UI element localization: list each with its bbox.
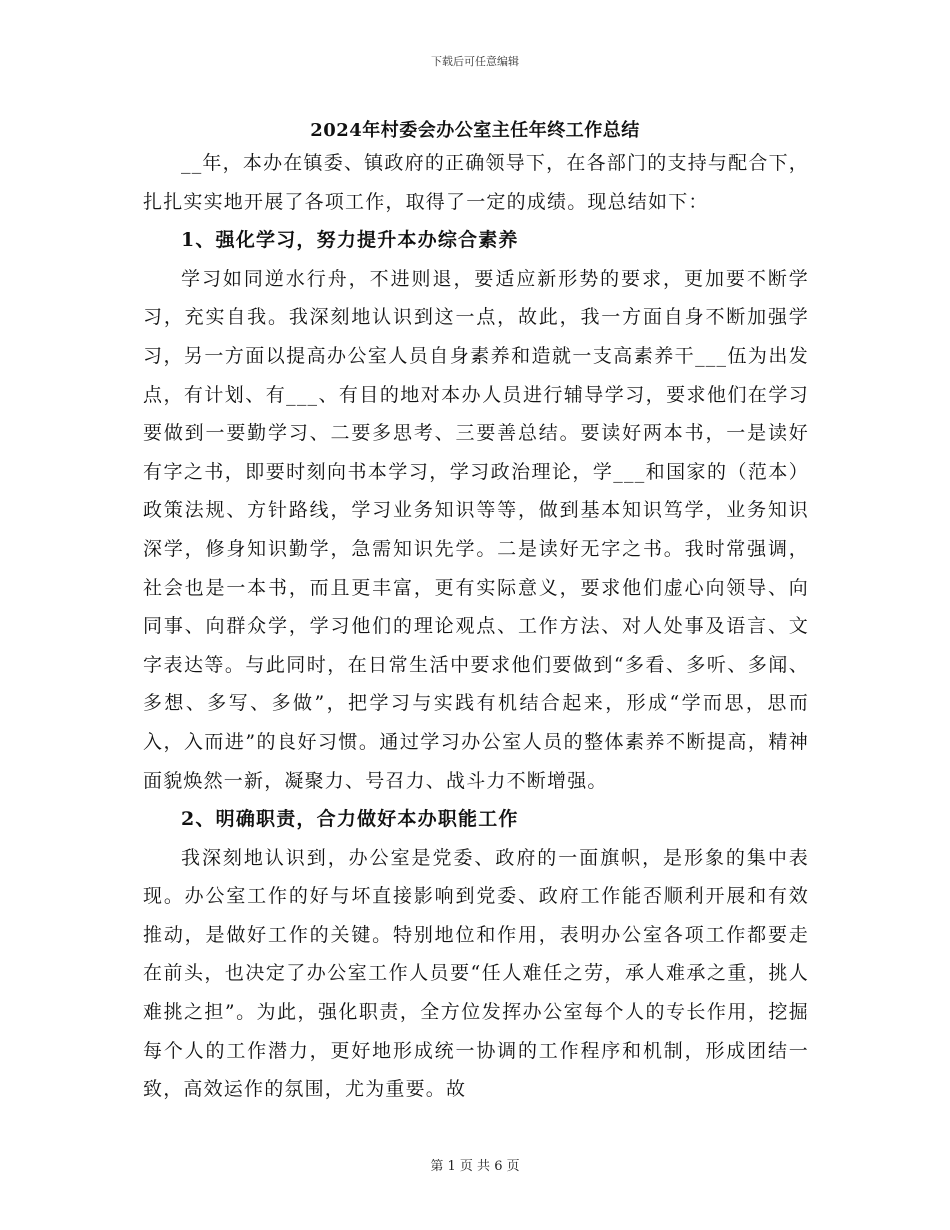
document-title: 2024年村委会办公室主任年终工作总结 — [310, 120, 640, 141]
section-heading-1: 1、强化学习，努力提升本办综合素养 — [181, 229, 519, 252]
paragraph-section-1: 学习如同逆水行舟，不进则退，要适应新形势的要求，更加要不断学习，充实自我。我深刻地认识到这一点，故此，我一方面自身不断加强学习，另一方面以提高办公室人员自身素养和造就一支高素养干___伍为出发点，有计划、有___、有目的地对本办人员进行辅导学习，要求他们在学习要做到一要勤学习、二要多思考、三要善总结。要读好两本书，一是读好有字之书，即要时刻向书本学习，学习政治理论，学___和国家的（范本）政策法规、方针路线，学习业务知识等等，做到基本知识笃学，业务知识深学，修身知识勤学，急需知识先学。二是读好无字之书。我时常强调，社会也是一本书，而且更丰富，更有实际意义，要求他们虚心向领导、向同事、向群众学，学习他们的理论观点、工作方法、对人处事及语言、文字表达等。与此同时，在日常生活中要求他们要做到“多看、多听、多闻、多想、多写、多做”，把学习与实践有机结合起来，形成“学而思，思而入，入而进”的良好习惯。通过学习办公室人员的整体素养不断提高，精神面貌焕然一新，凝聚力、号召力、战斗力不断增强。 — [143, 267, 809, 792]
header-note: 下载后可任意编辑 — [431, 55, 519, 68]
section-heading-2: 2、明确职责，合力做好本办职能工作 — [181, 808, 519, 831]
document-body — [143, 144, 809, 1109]
paragraph-section-2: 我深刻地认识到，办公室是党委、政府的一面旗帜，是形象的集中表现。办公室工作的好与坏直接影响到党委、政府工作能否顺利开展和有效推动，是做好工作的关键。特别地位和作用，表明办公室各项工作都要走在前头，也决定了办公室工作人员要“任人难任之劳，承人难承之重，挑人难挑之担”。为此，强化职责，全方位发挥办公室每个人的专长作用，挖掘每个人的工作潜力，更好地形成统一协调的工作程序和机制，形成团结一致，高效运作的氛围，尤为重要。故 — [143, 846, 809, 1101]
paragraph-intro: __年，本办在镇委、镇政府的正确领导下，在各部门的支持与配合下，扎扎实实地开展了各项工作，取得了一定的成绩。现总结如下： — [143, 152, 809, 213]
page-number-footer: 第 1 页 共 6 页 — [430, 1159, 520, 1174]
